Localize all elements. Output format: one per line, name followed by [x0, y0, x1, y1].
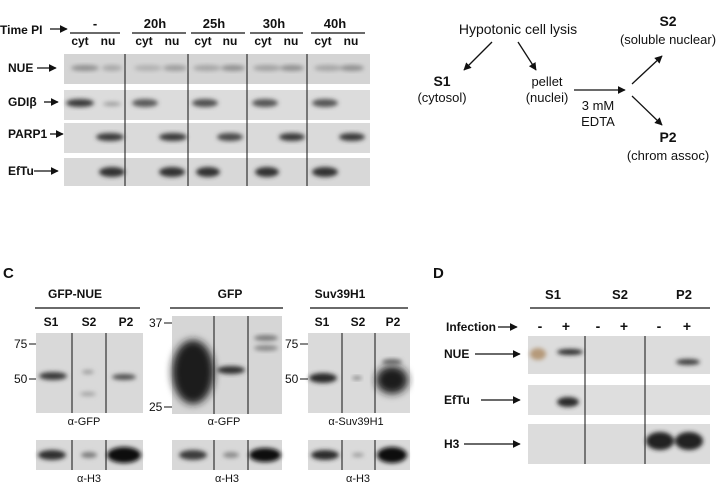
- row-label-nue-d: NUE: [444, 347, 470, 361]
- row-label-gdi: GDIβ: [8, 95, 37, 109]
- mw-marker: 75: [14, 337, 28, 351]
- panel-letter-c: C: [3, 265, 14, 282]
- lane-label: P2: [385, 315, 401, 329]
- fraction-label: cyt: [254, 34, 272, 48]
- antibody-label: α-GFP: [207, 416, 241, 428]
- infection-sign: +: [561, 318, 571, 334]
- lane-label: S1: [43, 315, 59, 329]
- fraction-label: nu: [222, 34, 238, 48]
- timepoint-label: -: [92, 16, 98, 31]
- timepoint-label: 40h: [323, 16, 347, 31]
- scheme-arrow: [632, 96, 662, 125]
- scheme-arrow: [464, 42, 492, 70]
- lane-label: S2: [350, 315, 366, 329]
- scheme-s1-title: S1: [433, 73, 451, 89]
- scheme-pellet: pellet: [531, 74, 563, 89]
- fraction-label: nu: [100, 34, 116, 48]
- blot-eftu-d: [528, 385, 710, 415]
- fraction-title: S1: [545, 287, 561, 302]
- panel-a: [0, 16, 370, 186]
- infection-sign: -: [656, 318, 662, 334]
- fraction-label: cyt: [314, 34, 332, 48]
- h3-label: α-H3: [345, 473, 371, 485]
- h3-label: α-H3: [76, 473, 102, 485]
- antibody-label: α-Suv39H1: [328, 416, 384, 428]
- lane-label: S1: [314, 315, 330, 329]
- row-label-h3-d: H3: [444, 437, 460, 451]
- fraction-label: nu: [164, 34, 180, 48]
- panel-d: [433, 265, 710, 464]
- antibody-label: α-GFP: [67, 416, 101, 428]
- fraction-label: cyt: [135, 34, 153, 48]
- infection-sign: -: [537, 318, 543, 334]
- group-title: GFP: [217, 287, 243, 301]
- scheme-s2-title: S2: [659, 13, 677, 29]
- scheme-edta: EDTA: [581, 114, 615, 129]
- h3-label: α-H3: [214, 473, 240, 485]
- time-pi-label: Time PI: [0, 23, 43, 37]
- scheme-nuclei: (nuclei): [525, 90, 569, 105]
- scheme-p2-sub: (chrom assoc): [626, 148, 710, 163]
- fraction-title: S2: [612, 287, 628, 302]
- blot-nue-d: [528, 336, 710, 374]
- scheme-treatment: 3 mM: [581, 98, 615, 113]
- fraction-label: cyt: [71, 34, 89, 48]
- mw-marker: 50: [285, 372, 299, 386]
- infection-sign: +: [682, 318, 692, 334]
- timepoint-label: 25h: [202, 16, 226, 31]
- mw-marker: 75: [285, 337, 299, 351]
- panel-b-scheme: [417, 13, 716, 163]
- scheme-start: Hypotonic cell lysis: [458, 21, 578, 37]
- infection-signs: [538, 318, 691, 334]
- fraction-label: cyt: [194, 34, 212, 48]
- fraction-title: P2: [676, 287, 692, 302]
- scheme-s2-sub: (soluble nuclear): [619, 32, 717, 47]
- group-title: GFP-NUE: [48, 287, 102, 301]
- infection-sign: +: [619, 318, 629, 334]
- row-label-eftu-d: EfTu: [444, 393, 470, 407]
- infection-sign: -: [595, 318, 601, 334]
- mw-marker: 50: [14, 372, 28, 386]
- infection-label: Infection: [446, 320, 496, 334]
- mw-marker: 37: [149, 316, 163, 330]
- timepoint-label: 20h: [143, 16, 167, 31]
- timepoint-label: 30h: [262, 16, 286, 31]
- scheme-arrow: [632, 56, 662, 84]
- scheme-arrow: [518, 42, 536, 70]
- panel-c: [3, 265, 410, 485]
- fraction-label: nu: [343, 34, 359, 48]
- fraction-label: nu: [283, 34, 299, 48]
- mw-marker: 25: [149, 400, 163, 414]
- panel-letter-d: D: [433, 265, 444, 282]
- lane-label: S2: [81, 315, 97, 329]
- row-label-nue: NUE: [8, 61, 34, 75]
- group-title: Suv39H1: [314, 287, 366, 301]
- row-label-eftu: EfTu: [8, 164, 34, 178]
- scheme-s1-sub: (cytosol): [417, 90, 467, 105]
- scheme-p2-title: P2: [659, 129, 677, 145]
- row-label-parp1: PARP1: [8, 127, 48, 141]
- lane-label: P2: [118, 315, 134, 329]
